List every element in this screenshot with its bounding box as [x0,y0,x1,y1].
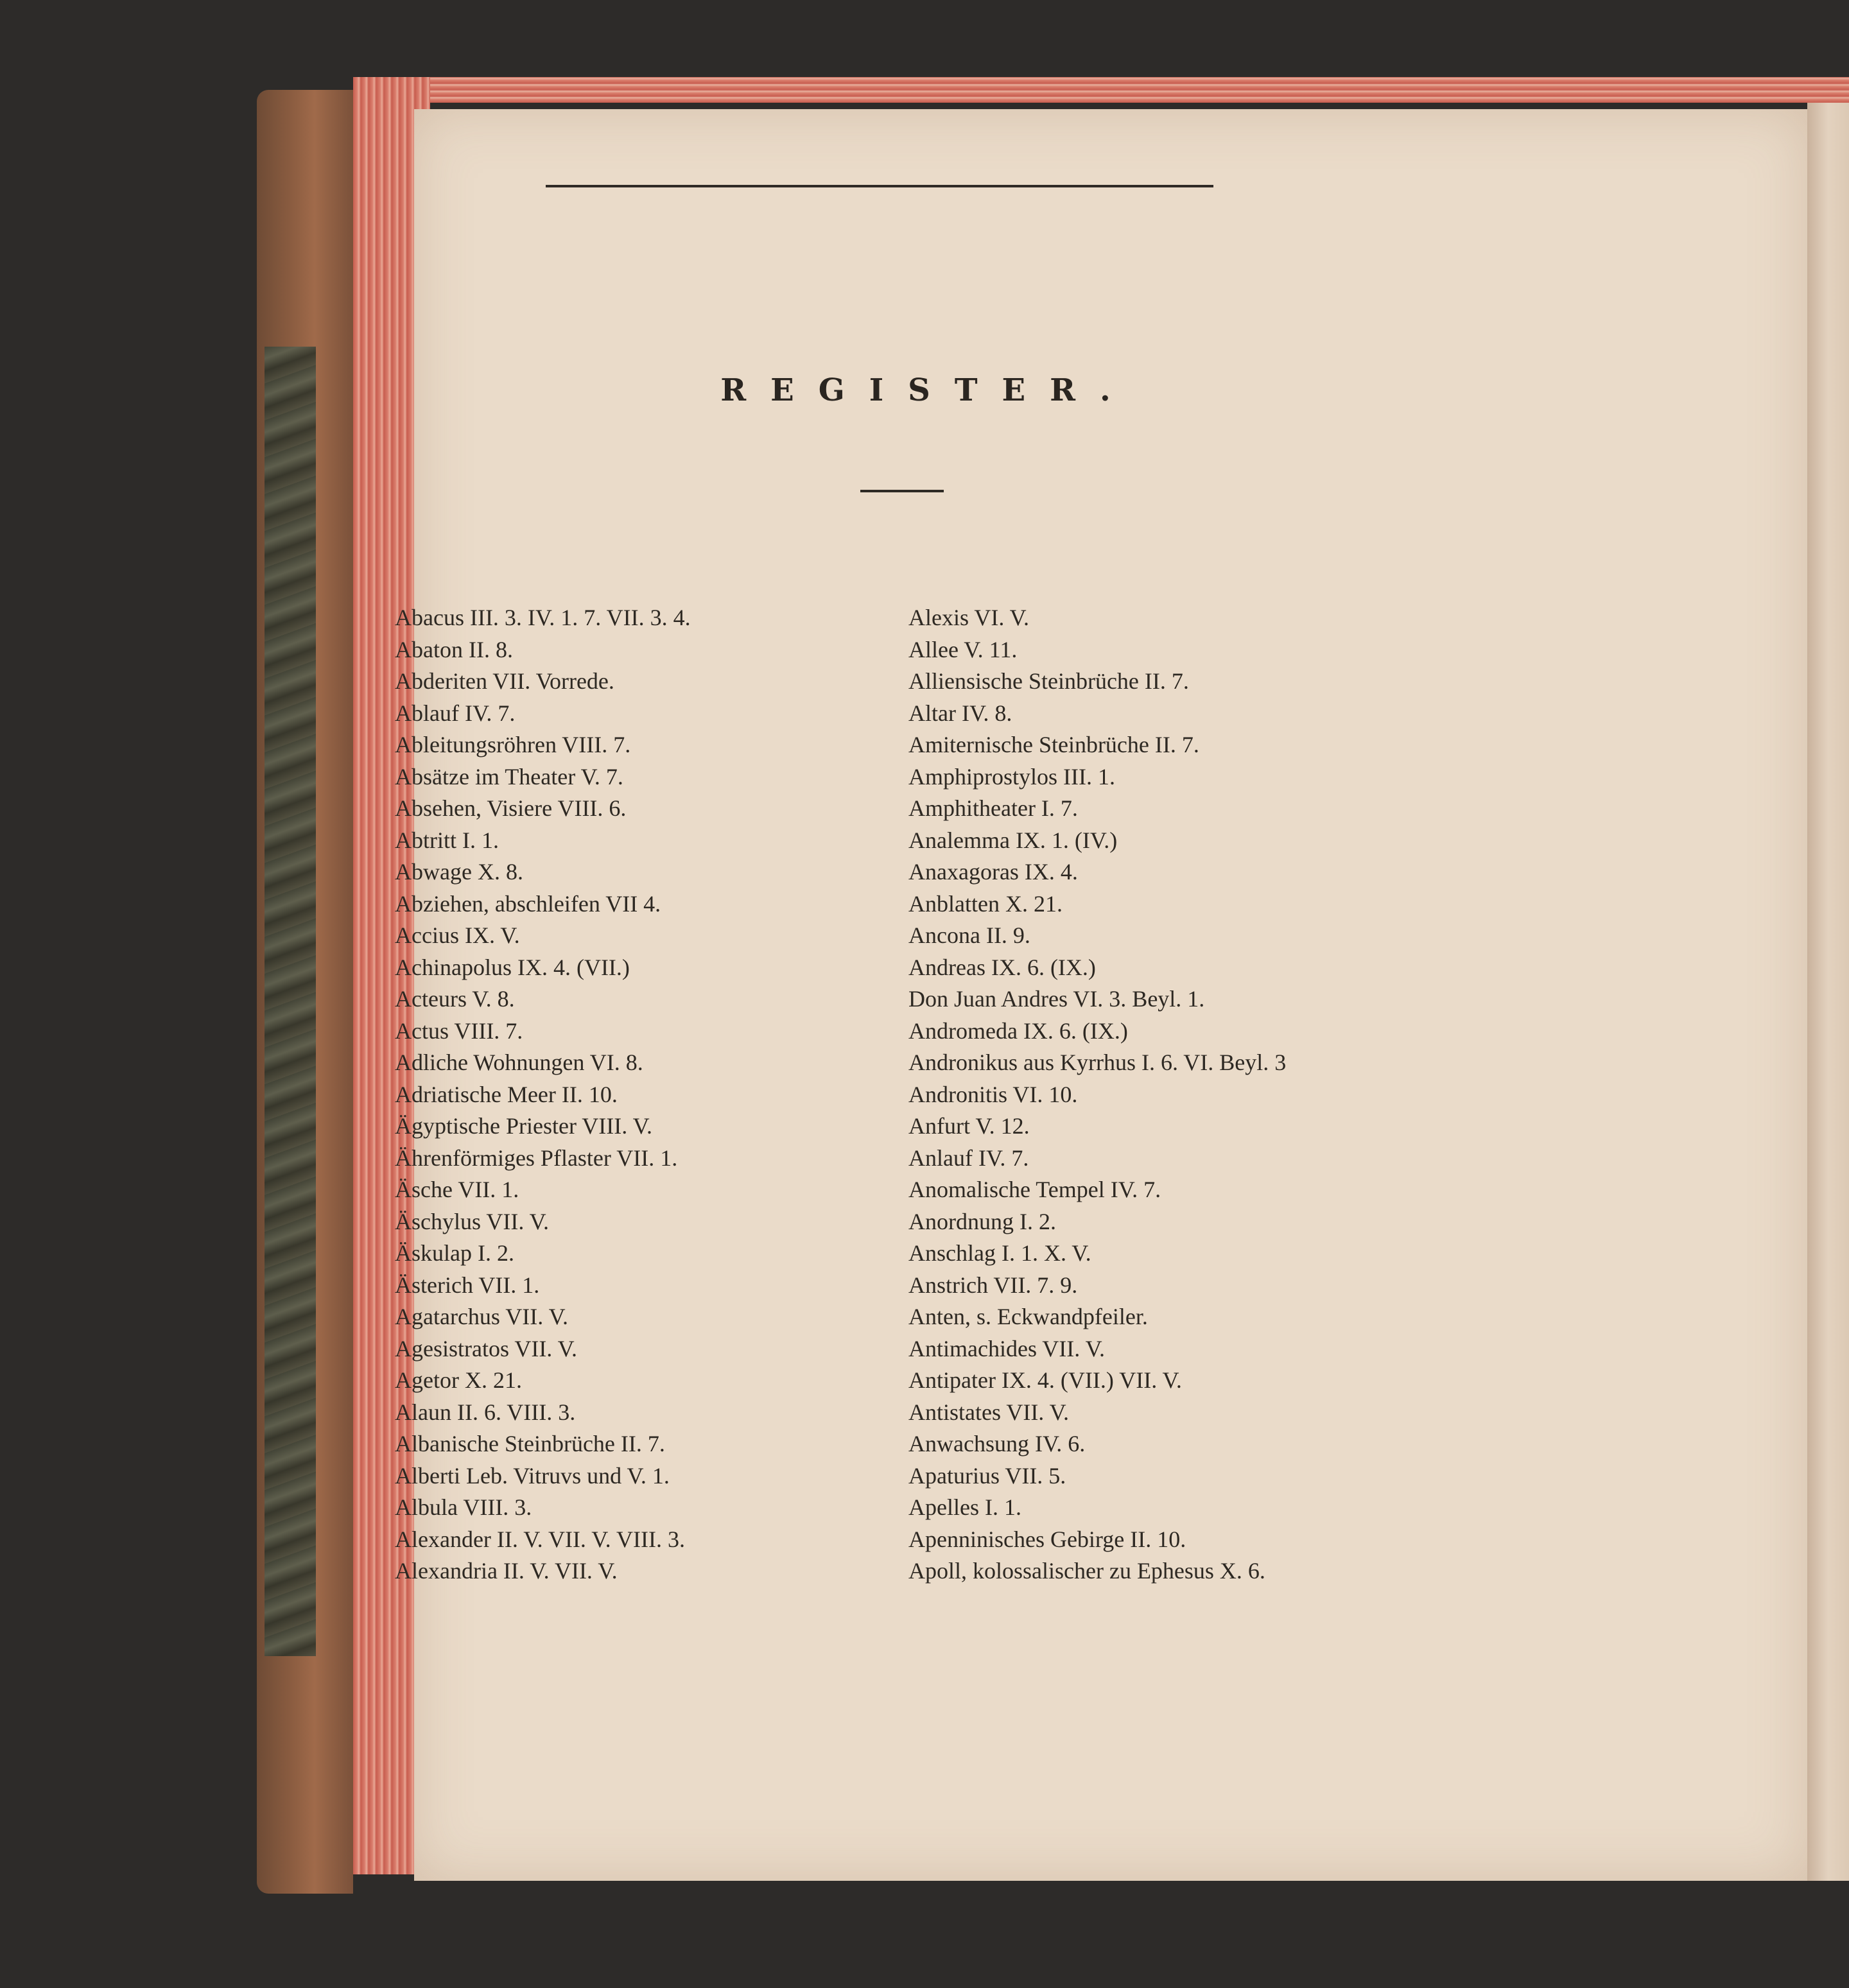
index-column-right [908,602,1286,1587]
index-entry: Abziehen, abschleifen VII 4. [395,890,661,917]
index-entry: Albanische Steinbrüche II. 7. [395,1431,665,1456]
index-entry: Antimachides VII. V. [908,1335,1105,1361]
title-rule [860,490,944,492]
page-top-edge [353,77,1849,103]
index-entry: Alexis VI. V. [908,605,1030,630]
index-entry: Apaturius VII. 5. [908,1462,1066,1489]
index-entry: Anwachsung IV. 6. [908,1431,1086,1456]
index-entry: Antipater IX. 4. (VII.) VII. V. [908,1367,1182,1393]
index-entry: Anlauf IV. 7. [908,1145,1029,1171]
index-entry: Anten, s. Eckwandpfeiler. [908,1304,1148,1329]
index-entry: Apenninisches Gebirge II. 10. [908,1526,1186,1552]
facing-page-edge [1807,103,1849,1881]
index-entry: Analemma IX. 1. (IV.) [908,827,1118,853]
index-column-left [395,602,691,1587]
index-entry: Äschylus VII. V. [395,1208,550,1234]
index-entry: Apelles I. 1. [908,1494,1021,1520]
index-entry: Anordnung I. 2. [908,1208,1056,1234]
header-rule [546,185,1213,187]
index-entry: Alaun II. 6. VIII. 3. [395,1399,576,1425]
index-entry: Agatarchus VII. V. [395,1304,568,1329]
index-entry: Andromeda IX. 6. (IX.) [908,1017,1128,1044]
index-entry: Anomalische Tempel IV. 7. [908,1177,1161,1202]
index-entry: Anfurt V. 12. [908,1113,1030,1139]
index-entry: Amphitheater I. 7. [908,795,1078,821]
index-entry: Abwage X. 8. [395,859,523,885]
index-entry: Alberti Leb. Vitruvs und V. 1. [395,1462,670,1489]
index-entry: Amiternische Steinbrüche II. 7. [908,732,1199,757]
marbled-cover [265,347,316,1656]
index-entry: Absätze im Theater V. 7. [395,763,623,790]
index-entry: Ablauf IV. 7. [395,700,516,726]
index-entry: Agesistratos VII. V. [395,1335,578,1361]
index-entry: Ästerich VII. 1. [395,1272,540,1298]
index-entry: Agetor X. 21. [395,1367,522,1393]
index-entry: Achinapolus IX. 4. (VII.) [395,954,630,980]
index-entry: Anaxagoras IX. 4. [908,859,1078,885]
index-entry: Andreas IX. 6. (IX.) [908,954,1096,980]
index-entry: Adriatische Meer II. 10. [395,1081,618,1107]
index-entry: Accius IX. V. [395,922,520,948]
index-entry: Andronikus aus Kyrrhus I. 6. VI. Beyl. 3 [908,1050,1287,1075]
index-entry: Ableitungsröhren VIII. 7. [395,732,631,757]
index-entry: Äsche VII. 1. [395,1177,519,1202]
index-entry: Ägyptische Priester VIII. V. [395,1113,652,1139]
index-entry: Altar IV. 8. [908,700,1012,726]
index-entry: Anblatten X. 21. [908,890,1063,917]
index-entry: Abderiten VII. Vorrede. [395,668,614,694]
index-entry: Abaton II. 8. [395,636,513,662]
index-entry: Allee V. 11. [908,636,1018,662]
index-entry: Antistates VII. V. [908,1399,1070,1425]
index-entry: Anstrich VII. 7. 9. [908,1272,1078,1298]
index-entry: Ancona II. 9. [908,922,1030,948]
index-entry: Ährenförmiges Pflaster VII. 1. [395,1145,678,1171]
index-entry: Abacus III. 3. IV. 1. 7. VII. 3. 4. [395,605,691,630]
index-entry: Actus VIII. 7. [395,1017,523,1044]
index-entry: Alliensische Steinbrüche II. 7. [908,668,1189,694]
index-entry: Alexander II. V. VII. V. VIII. 3. [395,1526,685,1552]
index-entry: Äskulap I. 2. [395,1240,514,1266]
index-entry: Absehen, Visiere VIII. 6. [395,795,627,821]
index-entry: Andronitis VI. 10. [908,1081,1078,1107]
index-entry: Abtritt I. 1. [395,827,499,853]
index-entry: Apoll, kolossalischer zu Ephesus X. 6. [908,1558,1265,1584]
index-entry: Don Juan Andres VI. 3. Beyl. 1. [908,986,1205,1012]
index-entry: Adliche Wohnungen VI. 8. [395,1050,643,1075]
index-entry: Alexandria II. V. VII. V. [395,1558,618,1584]
index-entry: Acteurs V. 8. [395,986,515,1012]
index-entry: Anschlag I. 1. X. V. [908,1240,1091,1266]
page-title: REGISTER. [720,372,1135,408]
index-entry: Albula VIII. 3. [395,1494,532,1520]
index-entry: Amphiprostylos III. 1. [908,763,1115,790]
